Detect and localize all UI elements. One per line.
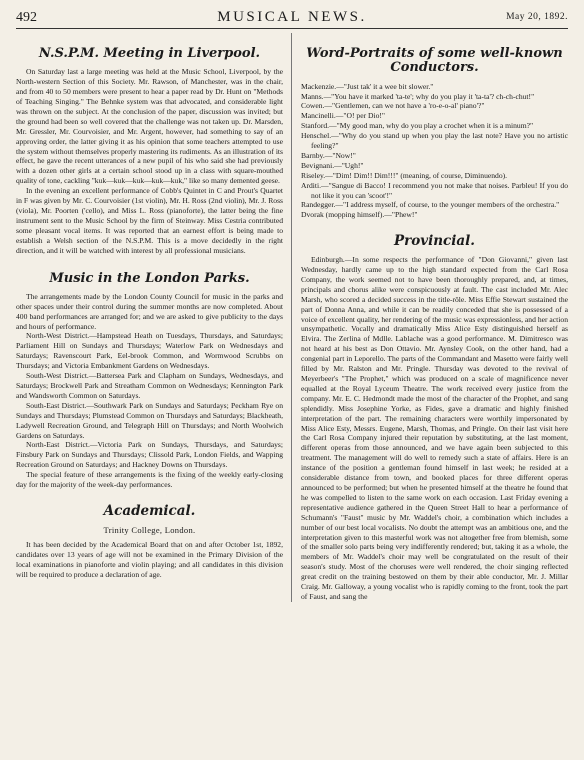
quote-line: Cowen.—"Gentlemen, can we not have a 'ro-e-o-al' piano'?" [301, 101, 485, 111]
quote-line: Riseley.—"Dim! Dim!! Dim!!!" (meaning, of course, Diminuendo). [301, 170, 508, 180]
provincial-heading: Provincial. [394, 233, 475, 250]
two-column-body [16, 33, 568, 602]
running-header [16, 8, 568, 29]
provincial-paragraph-1: Edinburgh.—In some respects the performance of "Don Giovanni," given last Wednesday, hardly came up to the high standard expected from the Carl Rosa Company, the work seemed not to have been thoroughly prepared, and, at times, principals and chorus alike were conspicuously at fault. The cast included Mr. Alec Marsh, who scored a decided success in the title-rôle. Miss Effie Stewart sustained the part of Donna Anna, and while it can be readily conceded that she is possessed of a voice of excellent quality, her rendering of the music was expressionless, and her action unsympathetic. Vocally and dramatically Miss Alice Esty distinguished herself as Elvira. The Zerlina of Mdlle. Lablache was a good performance. M. Dimitresco was not heard at his best as Don Ottavio. Mr. Aynsley Cook, on the other hand, had a congenial part in Leporello. The parts of the Commandant and Masetto were fairly well filled by Mr. Ralston and Mr. Pringle. Thursday was devoted to the revival of Meyerbeer's "The Prophet," which was produced on a scale of magnificence never equalled at the Royal Lyceum Theatre. The work received every justice from the company. Mr. E. C. Hedmondt made the most of the character of the Prophet, and sang splendidly. Miss Josephine Yorke, as Fides, gave a dramatic and highly finished interpretation of the part. The remaining characters were worthily impersonated by Miss Alice Esty, Messrs. Eugene, Marsh, Thomas, and Pringle. On their last visit here the Carl Rosa Company injured their reputation by substituting, at the last moment, different operas from those announced, and we have again been subjected to this treatment. The management will do well to remedy such a state of affairs. Here is an instance of the position a gentleman found himself in last week; he resided at a considerable distance from town, and booked places for three different operas announced to be performed; but when he presented himself at the theatre he found that he was compelled to listen to the same work on each occasion. Last Friday evening a representative audience gathered in the Queen Street Hall to hear a performance of Schumann's "Faust" music by Mr. Waddel's choir, a combination which includes a number of our best local vocalists. No doubt the attempt was an ambitious one, and the interpretation given to this masterful work was not altogether free from blemish, some of the smaller solo parts being very indifferently rendered; but, taking it as a whole, the members of Mr. Waddel's choir may well be congratulated on the result of their season's study. Most of the choruses were well rendered, the choir singing reflected great credit on the training bestowed on them by their able conductor, Mr. J. Millar Craig. Mr. Galloway, a young vocalist who is rapidly coming to the front, took the part of Faust, and sang the [301, 255, 568, 601]
quote-line: Mancinelli.—"O! per Dio!" [301, 111, 386, 121]
nspm-paragraph-2: In the evening an excellent performance of Cobb's Quintet in C and Prout's Quartet in F was given by Mr. C. Courvoisier (1st violin), Mr. H. Ross (2nd violin), Mr. J. Ross (viola), Mr. Poorten ('cello), and Miss L. Ross (pianoforte), the latter being the fine instrument sent to the Music School by the firm of Steinway. Miss Cestria contributed some pleasant vocal items. It was reported that an earnest effort is being made to establish a Welsh section of the N.S.P.M. This is a move decidedly in the right direction, and it will be watched with interest by all professional musicians. [16, 186, 283, 255]
issue-date: May 20, 1892. [506, 12, 568, 22]
quote-line: Dvorak (mopping himself).—"Phew!" [301, 210, 418, 220]
right-column [291, 33, 568, 602]
nspm-heading: N.S.P.M. Meeting in Liverpool. [38, 46, 261, 61]
quote-line: Randegger.—"I address myself, of course, to the younger members of the orchestra." [301, 200, 560, 210]
quote-line: Mackenzie.—"Just tak' it a wee bit slower." [301, 81, 434, 91]
quote-line: Stanford.—"My good man, why do you play a crochet when it is a minum?" [301, 121, 534, 131]
publication-title: MUSICAL NEWS. [217, 9, 367, 25]
nspm-paragraph-1: On Saturday last a large meeting was held at the Music School, Liverpool, by the North-western Section of this Society. Mr. Rawson, of Manchester, was in the chair, and from 40 to 50 members were present to hear a paper read by Dr. Hunt on "Methods of Teaching Singing." The Behnke system was that advocated, and considerable light was thrown on the subject. At the conclusion of the paper, discussion was invited; but the ground had been so well covered that the challenge was not taken up. Dr. Marsden, Mr. Gressler, Mr. Courvoisier, and Mr. Argent, however, had something to say of an approving order, the latter giving it as his opinion that some teachers attempted to use the system without themselves properly mastering its rudiments. As an illustration of its effect, he gave the recent utterances of a new pupil of his who said she had previously with a dozen other girls at a certain school stood up in a class with square-mouthed quality of tone, cackling "kuk—kuk—kuk—kuk—kuk," like so many demented geese. [16, 67, 283, 186]
academical-paragraph-1: It has been decided by the Academical Board that on and after October 1st, 1892, candidates over 13 years of age will not be examined in the Primary Division of the local examinations in pianoforte and violin playing; and all candidates in this division will be required to produce a declaration of age. [16, 539, 283, 579]
parks-paragraph-1: The arrangements made by the London County Council for music in the parks and other spaces under their control during the summer months are now completed. About 400 band performances are arranged for; and we are asked to give publicity to the days and hours of performance. [16, 291, 283, 331]
academical-heading: Academical. [103, 502, 196, 519]
academical-subheading: Trinity College, London. [103, 524, 196, 535]
page-number: 492 [16, 10, 37, 25]
parks-paragraph-2: North-West District.—Hampstead Heath on Tuesdays, Thursdays, and Saturdays; Parliament Hill on Sundays and Thursdays; Waterlow Park on Wednesdays and Saturdays; Ravenscourt Park, Eel-brook Common, and Wormwood Scrubbs on Thursdays; and Victoria Embankment Gardens on Wednesdays. [16, 331, 283, 371]
quote-line: Henschel.—"Why do you stand up when you play the last note? Have you no artistic feeling?" [301, 131, 568, 151]
parks-paragraph-3: South-West District.—Battersea Park and Clapham on Sundays, Wednesdays, and Saturdays; Brockwell Park and Streatham Common on Wednesdays; Kennington Park and Wandsworth Common on Saturdays. [16, 371, 283, 400]
word-portraits-heading: Word-Portraits of some well-known Conductors. [306, 46, 563, 76]
parks-paragraph-5: North-East District.—Victoria Park on Sundays, Thursdays, and Saturdays; Finsbury Park on Sundays and Thursdays; Clissold Park, London Fields, and Wapping Recreation Ground on Saturdays; and Hackney Downs on Thursdays. [16, 440, 283, 470]
parks-paragraph-4: South-East District.—Southwark Park on Sundays and Saturdays; Peckham Rye on Sundays and Thursdays; Plumstead Common on Thursdays and Saturdays; Blackheath, Ladywell Recreation Ground, and Telegraph Hill on Thursdays; and North Woolwich Gardens on Saturdays. [16, 400, 283, 440]
parks-paragraph-6: The special feature of these arrangements is the fixing of the weekly early-closing day for the majority of the week-day performances. [16, 470, 283, 490]
quote-line: Arditi.—"Sangue di Bacco! I recommend you not make that noises. Parbleu! If you do not like it you can 'scoot'!" [301, 180, 568, 200]
quote-line: Manns.—"You have it marked 'ta-te'; why do you play it 'ta-ta'? ch-ch-chut!" [301, 91, 535, 101]
quote-line: Bevignani.—"Ugh!" [301, 160, 364, 170]
word-portraits-list [301, 82, 568, 221]
parks-heading: Music in the London Parks. [49, 270, 250, 286]
left-column [16, 33, 291, 602]
quote-line: Barnby.—"Now!" [301, 150, 356, 160]
